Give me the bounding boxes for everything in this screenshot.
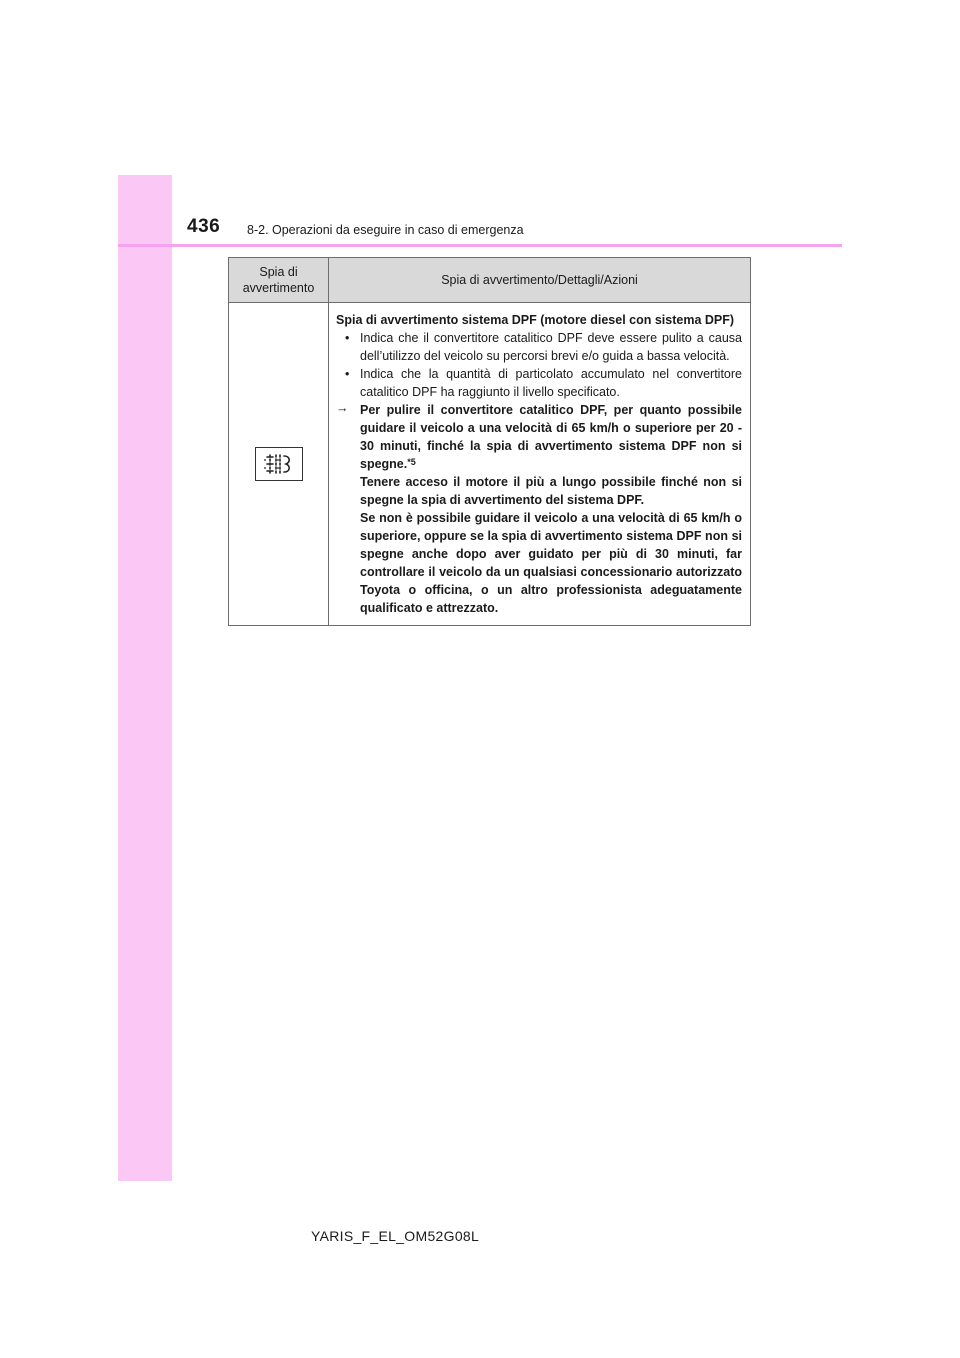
arrow-right-icon: → bbox=[336, 401, 349, 415]
warning-light-title: Spia di avvertimento sistema DPF (motore diesel con sistema DPF) bbox=[336, 313, 735, 327]
footnote-marker: *5 bbox=[407, 457, 416, 467]
column-header-light: Spia di avvertimento bbox=[229, 258, 329, 303]
icon-cell bbox=[229, 303, 329, 626]
bullet-glyph: • bbox=[345, 367, 350, 381]
section-title: 8-2. Operazioni da eseguire in caso di emergenza bbox=[247, 223, 524, 237]
table-row bbox=[229, 303, 751, 626]
action-step-2: Tenere acceso il motore il più a lungo possibile finché non si spegne la spia di avvertimento del sistema DPF. bbox=[360, 475, 742, 507]
bullet-text: Indica che il convertitore catalitico DPF deve essere pulito a causa dell’utilizzo del veicolo su percorsi brevi e/o guida a bassa velocità. bbox=[360, 331, 742, 363]
action-block bbox=[336, 401, 742, 617]
action-step-3: Se non è possibile guidare il veicolo a una velocità di 65 km/h o superiore, oppure se la spia di avvertimento sistema DPF non si spegne anche dopo aver guidato per più di 30 minuti, far controllare il veicolo da un qualsiasi concessionario autorizzato Toyota o officina, o un altro professionista adeguatamente qualificato e attrezzato. bbox=[360, 511, 742, 615]
dpf-warning-light-icon bbox=[255, 447, 303, 481]
action-step-1 bbox=[360, 401, 742, 473]
bullet-glyph: • bbox=[345, 331, 350, 345]
list-item bbox=[336, 329, 742, 365]
column-header-details: Spia di avvertimento/Dettagli/Azioni bbox=[329, 258, 751, 303]
document-code: YARIS_F_EL_OM52G08L bbox=[311, 1228, 480, 1244]
chapter-side-band bbox=[118, 175, 172, 1181]
page-number: 436 bbox=[187, 216, 221, 237]
warning-light-table bbox=[228, 257, 751, 626]
table-header-row bbox=[229, 258, 751, 303]
header-rule bbox=[118, 244, 842, 247]
list-item bbox=[336, 365, 742, 401]
action-step-1-text: Per pulire il convertitore catalitico DPF, per quanto possibile guidare il veicolo a una velocità di 65 km/h o superiore per 20 - 30 minuti, finché la spia di avvertimento sistema DPF non si spegne. bbox=[360, 403, 742, 471]
description-cell bbox=[329, 303, 751, 626]
bullet-text: Indica che la quantità di particolato accumulato nel convertitore catalitico DPF ha raggiunto il livello specificato. bbox=[360, 367, 742, 399]
bullet-list bbox=[336, 329, 742, 401]
